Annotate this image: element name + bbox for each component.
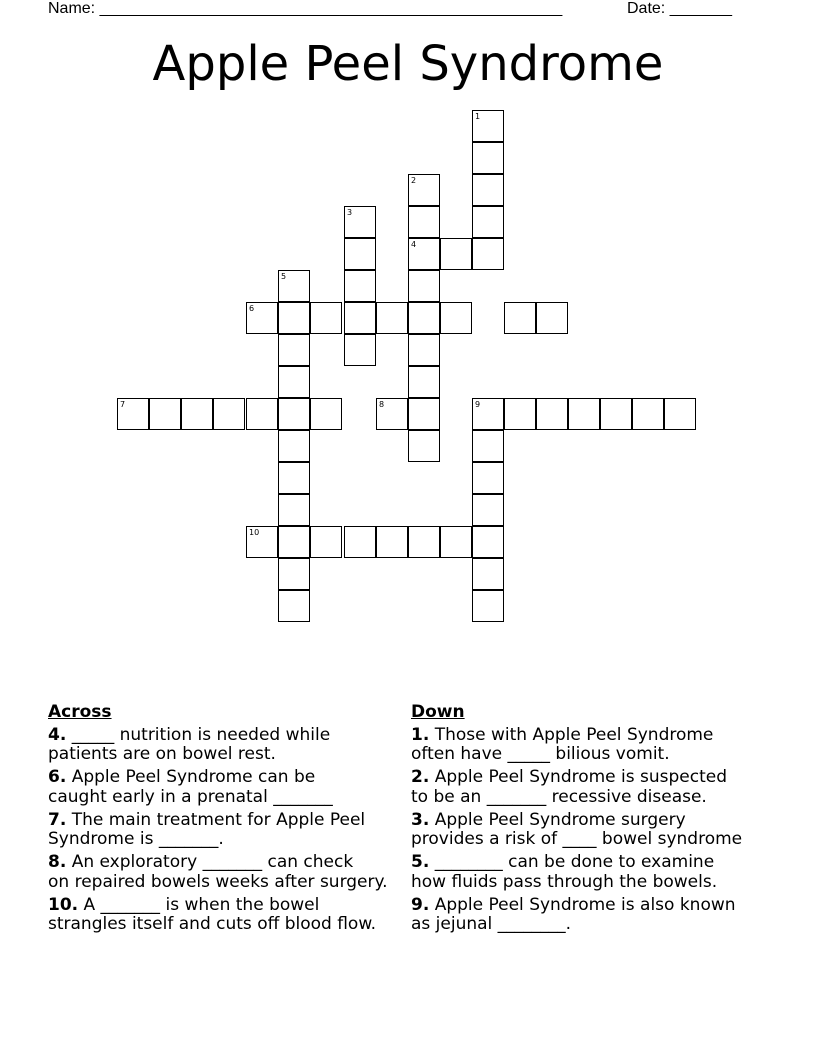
grid-cell[interactable] [344, 334, 376, 366]
clue-text: A _______ is when the bowel strangles itself and cuts off blood flow. [48, 894, 377, 934]
grid-cell[interactable] [408, 206, 440, 238]
grid-cell[interactable] [440, 238, 472, 270]
clue-number-label: 1 [475, 112, 481, 121]
clue-number: 4. [48, 724, 67, 745]
clue-down-9 [411, 896, 781, 935]
clue-number: 5. [411, 852, 430, 872]
down-heading: Down [411, 702, 465, 722]
grid-cell[interactable] [440, 302, 472, 334]
name-field[interactable]: Name: ____________________________________________________ [48, 0, 563, 17]
grid-cell[interactable] [632, 398, 664, 430]
grid-cell[interactable] [344, 526, 376, 558]
clue-number-label: 5 [281, 272, 287, 281]
clue-across-6 [48, 768, 410, 807]
clue-text: Apple Peel Syndrome is suspected to be an _______ recessive disease. [411, 767, 728, 807]
grid-cell[interactable] [376, 526, 408, 558]
clue-number: 1. [411, 724, 430, 745]
date-field[interactable]: Date: _______ [627, 0, 732, 17]
grid-cell[interactable] [408, 270, 440, 302]
grid-cell[interactable] [472, 142, 504, 174]
clue-text: The main treatment for Apple Peel Syndrome is _______. [48, 809, 366, 849]
clue-text: ________ can be done to examine how fluids pass through the bowels. [411, 852, 718, 892]
grid-cell[interactable] [408, 398, 440, 430]
clue-down-3 [411, 811, 781, 850]
clue-text: An exploratory _______ can check on repaired bowels weeks after surgery. [48, 852, 388, 892]
grid-cell[interactable] [408, 526, 440, 558]
across-clues [48, 703, 410, 938]
grid-cell[interactable] [278, 526, 310, 558]
clue-number-label: 7 [120, 400, 126, 409]
grid-cell[interactable] [408, 302, 440, 334]
grid-cell[interactable] [246, 398, 278, 430]
grid-cell[interactable] [472, 430, 504, 462]
clue-number: 2. [411, 767, 430, 787]
clue-text: _____ nutrition is needed while patients are on bowel rest. [48, 724, 331, 764]
grid-cell[interactable] [149, 398, 181, 430]
clue-number: 9. [411, 894, 430, 915]
clue-text: Those with Apple Peel Syndrome often have _____ bilious vomit. [411, 724, 714, 764]
clue-number-label: 4 [411, 240, 417, 249]
clue-across-10 [48, 896, 410, 935]
grid-cell[interactable] [472, 558, 504, 590]
grid-cell[interactable] [310, 398, 342, 430]
grid-cell[interactable] [278, 302, 310, 334]
grid-cell[interactable] [472, 526, 504, 558]
clue-across-7 [48, 811, 410, 850]
grid-cell[interactable] [278, 366, 310, 398]
clue-number-label: 10 [249, 528, 260, 537]
grid-cell[interactable] [278, 462, 310, 494]
grid-cell[interactable] [408, 334, 440, 366]
grid-cell[interactable] [213, 398, 245, 430]
down-clues [411, 703, 781, 938]
grid-cell[interactable] [568, 398, 600, 430]
grid-cell[interactable] [278, 398, 310, 430]
grid-cell[interactable] [472, 494, 504, 526]
grid-cell[interactable] [408, 430, 440, 462]
clue-number: 8. [48, 852, 67, 872]
grid-cell[interactable] [440, 526, 472, 558]
grid-cell[interactable] [472, 206, 504, 238]
grid-cell[interactable] [344, 270, 376, 302]
clue-text: Apple Peel Syndrome surgery provides a risk of ____ bowel syndrome [411, 809, 743, 849]
grid-cell[interactable] [376, 302, 408, 334]
grid-cell[interactable] [472, 174, 504, 206]
grid-cell[interactable] [472, 238, 504, 270]
clue-number-label: 8 [379, 400, 385, 409]
grid-cell[interactable] [278, 430, 310, 462]
clue-down-2 [411, 768, 781, 807]
grid-cell[interactable] [181, 398, 213, 430]
grid-cell[interactable] [344, 238, 376, 270]
clue-text: Apple Peel Syndrome is also known as jejunal ________. [411, 894, 736, 934]
clue-down-5 [411, 853, 781, 892]
across-heading: Across [48, 702, 112, 722]
clue-number-label: 6 [249, 304, 255, 313]
clue-across-8 [48, 853, 410, 892]
grid-cell[interactable] [600, 398, 632, 430]
grid-cell[interactable] [536, 302, 568, 334]
grid-cell[interactable] [344, 302, 376, 334]
grid-cell[interactable] [278, 334, 310, 366]
grid-cell[interactable] [278, 590, 310, 622]
grid-cell[interactable] [310, 526, 342, 558]
clue-number: 7. [48, 809, 67, 830]
grid-cell[interactable] [504, 398, 536, 430]
grid-cell[interactable] [310, 302, 342, 334]
clue-number: 6. [48, 767, 67, 787]
grid-cell[interactable] [472, 462, 504, 494]
page-title: Apple Peel Syndrome [152, 36, 664, 92]
clue-number: 3. [411, 809, 430, 830]
clue-number: 10. [48, 894, 79, 915]
clue-number-label: 9 [475, 400, 481, 409]
clue-across-4 [48, 726, 410, 765]
grid-cell[interactable] [278, 558, 310, 590]
grid-cell[interactable] [472, 590, 504, 622]
clue-number-label: 2 [411, 176, 417, 185]
grid-cell[interactable] [408, 366, 440, 398]
clue-text: Apple Peel Syndrome can be caught early in a prenatal _______ [48, 767, 333, 807]
grid-cell[interactable] [536, 398, 568, 430]
grid-cell[interactable] [504, 302, 536, 334]
grid-cell[interactable] [278, 494, 310, 526]
grid-cell[interactable] [664, 398, 696, 430]
clue-down-1 [411, 726, 781, 765]
clue-number-label: 3 [347, 208, 353, 217]
